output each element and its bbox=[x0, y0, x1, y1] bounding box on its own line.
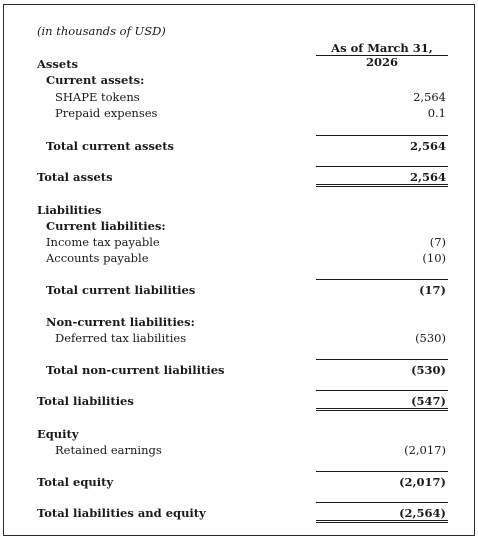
current-assets-heading: Current assets: bbox=[46, 73, 145, 87]
accounts-payable-label: Accounts payable bbox=[46, 251, 149, 265]
retained-earnings-value: (2,017) bbox=[404, 443, 446, 457]
total-noncurrent-liabilities-rule bbox=[316, 359, 448, 360]
shape-tokens-label: SHAPE tokens bbox=[55, 90, 140, 104]
total-noncurrent-liabilities-label: Total non-current liabilities bbox=[46, 363, 225, 377]
column-header: As of March 31, 2026 bbox=[331, 41, 433, 69]
total-liabilities-equity-label: Total liabilities and equity bbox=[37, 506, 206, 520]
total-current-assets-value: 2,564 bbox=[409, 139, 446, 153]
total-equity-value: (2,017) bbox=[399, 475, 446, 489]
total-liabilities-double-rule-1 bbox=[316, 408, 448, 409]
total-assets-rule-top bbox=[316, 166, 448, 167]
total-current-assets-rule bbox=[316, 135, 448, 136]
income-tax-payable-value: (7) bbox=[429, 235, 446, 249]
units-note: (in thousands of USD) bbox=[37, 24, 166, 38]
total-liabilities-value: (547) bbox=[411, 394, 446, 408]
total-liabilities-double-rule-2 bbox=[316, 410, 448, 411]
equity-heading: Equity bbox=[37, 427, 79, 441]
total-assets-double-rule-2 bbox=[316, 186, 448, 187]
noncurrent-liabilities-heading: Non-current liabilities: bbox=[46, 315, 195, 329]
total-liabilities-equity-rule-top bbox=[316, 502, 448, 503]
total-liabilities-label: Total liabilities bbox=[37, 394, 134, 408]
total-equity-rule bbox=[316, 471, 448, 472]
assets-heading: Assets bbox=[37, 57, 78, 71]
deferred-tax-liabilities-label: Deferred tax liabilities bbox=[55, 331, 187, 345]
prepaid-expenses-value: 0.1 bbox=[427, 106, 446, 120]
accounts-payable-value: (10) bbox=[422, 251, 446, 265]
total-current-liabilities-rule bbox=[316, 279, 448, 280]
total-current-liabilities-value: (17) bbox=[419, 283, 446, 297]
total-assets-label: Total assets bbox=[37, 170, 113, 184]
total-current-assets-label: Total current assets bbox=[46, 139, 175, 153]
total-current-liabilities-label: Total current liabilities bbox=[46, 283, 196, 297]
shape-tokens-value: 2,564 bbox=[413, 90, 446, 104]
total-liabilities-equity-value: (2,564) bbox=[399, 506, 446, 520]
total-assets-double-rule-1 bbox=[316, 184, 448, 185]
deferred-tax-liabilities-value: (530) bbox=[415, 331, 446, 345]
current-liabilities-heading: Current liabilities: bbox=[46, 219, 166, 233]
total-liabilities-equity-double-rule-1 bbox=[316, 520, 448, 521]
income-tax-payable-label: Income tax payable bbox=[46, 235, 160, 249]
total-assets-value: 2,564 bbox=[409, 170, 446, 184]
retained-earnings-label: Retained earnings bbox=[55, 443, 162, 457]
total-liabilities-equity-double-rule-2 bbox=[316, 522, 448, 523]
total-noncurrent-liabilities-value: (530) bbox=[411, 363, 446, 377]
liabilities-heading: Liabilities bbox=[37, 203, 102, 217]
header-rule bbox=[316, 55, 448, 56]
total-equity-label: Total equity bbox=[37, 475, 114, 489]
total-liabilities-rule-top bbox=[316, 390, 448, 391]
prepaid-expenses-label: Prepaid expenses bbox=[55, 106, 158, 120]
